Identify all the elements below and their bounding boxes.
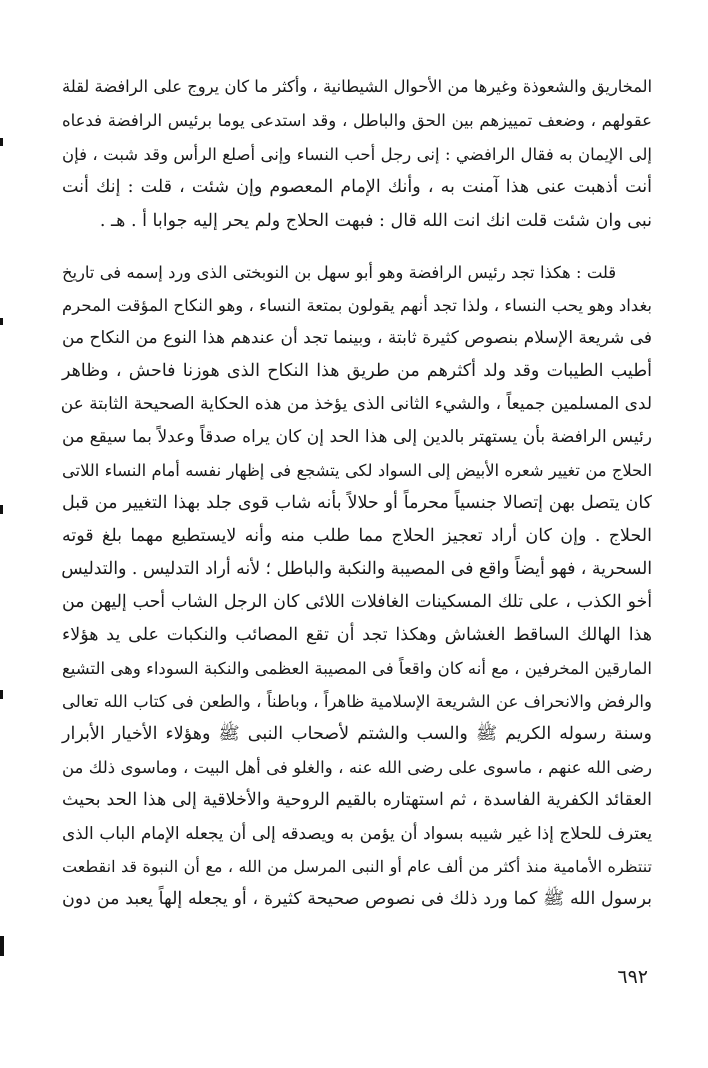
scan-edge-mark [0, 690, 3, 699]
text-line: أخو الكذب ، على تلك المسكينات الغافلات اللائى كان الرجل الشاب أحب إليهن من [62, 592, 652, 612]
text-line: رئيس الرافضة بأن يستهتر بالدين إلى هذا الحد إن كان يراه صدقاً وعدلاً بما سيقع من [62, 427, 652, 447]
scan-edge-mark [0, 138, 3, 146]
text-line: يعترف للحلاج إذا غير شيبه بسواد أن يؤمن به ويصدقه إلى أن يجعله الإمام الباب الذى [62, 823, 652, 843]
text-line: نبى وان شئت قلت انك انت الله قال : فبهت الحلاج ولم يحر إليه جوابا أ . هـ . [99, 211, 652, 232]
text-line: أنت أذهبت عنى هذا آمنت به ، وأنك الإمام المعصوم وإن شئت ، قلت : إنك أنت [62, 177, 652, 198]
page-number: ٦٩٢ [617, 966, 648, 988]
text-line: لدى المسلمين جميعاً ، والشيء الثانى الذى يؤخذ من هذه الحكاية الصحيحة الثابتة عن [60, 394, 652, 414]
text-line: كان يتصل بهن إتصالا جنسياً محرماً أو حلالاً بأنه شاب قوى جلد بهذا التغيير من قبل [62, 493, 652, 513]
text-line: رضى الله عنهم ، ماسوى على رضى الله عنه ، والغلو فى أهل البيت ، وماسوى ذلك من [62, 758, 652, 777]
text-line: فى شريعة الإسلام بنصوص كثيرة ثابتة ، وبينما تجد أن عندهم هذا النوع من النكاح من [62, 328, 652, 348]
scan-edge-mark [0, 936, 4, 956]
text-line: الحلاج من تغيير شعره الأبيض إلى السواد لكى يتشجع فى إظهار نفسه أمام النساء اللاتى [62, 461, 652, 480]
text-line: قلت : هكذا تجد رئيس الرافضة وهو أبو سهل بن النوبختى الذى ورد إسمه فى تاريخ [62, 263, 616, 282]
text-line: المارقين المخرفين ، مع أنه كان واقعاً فى المصيبة العظمى والنكبة السوداء وهى التشيع [62, 659, 652, 678]
text-line: السحرية ، فهو أيضاً واقع فى المصيبة والنكبة والباطل ؛ لأنه أراد التدليس . والتدليس [61, 559, 652, 579]
text-line: عقولهم ، وضعف تمييزهم بين الحق والباطل ، وقد استدعى يوما برئيس الرافضة فدعاه [62, 110, 652, 130]
text-line: أطيب الطيبات وقد ولد أكثرهم من طريق هذا النكاح الذى هوزنا فاحش ، وظاهر [62, 361, 652, 381]
text-line: الحلاج . وإن كان أراد تعجيز الحلاج مما طلب منه وأنه لايستطيع مهما بلغ قوته [62, 526, 652, 546]
text-line: هذا الهالك الساقط الغشاش وهكذا تجد أن تقع المصائب والنكبات على يد هؤلاء [62, 625, 652, 645]
text-line: العقائد الكفرية الفاسدة ، ثم استهتاره بالقيم الروحية والأخلاقية إلى هذا الحد بحيث [62, 790, 652, 810]
text-line: برسول الله ﷺ كما ورد ذلك فى نصوص صحيحة كثيرة ، أو يجعله إلهاً يعبد من دون [62, 889, 652, 909]
text-line: وسنة رسوله الكريم ﷺ والسب والشتم لأصحاب النبى ﷺ وهؤلاء الأخيار الأبرار [62, 724, 652, 744]
text-line: والرفض والانحراف عن الشريعة الإسلامية ظاهراً ، وباطناً ، والطعن فى كتاب الله تعالى [62, 692, 652, 711]
text-line: تنتظره الأمامية منذ أكثر من ألف عام أو النبى المرسل من الله ، مع أن النبوة قد انقطعت [62, 857, 653, 876]
scan-edge-mark [0, 318, 3, 325]
text-line: المخاريق والشعوذة وغيرها من الأحوال الشيطانية ، وأكثر ما كان يروج على الرافضة لقلة [62, 77, 652, 96]
text-line: إلى الإيمان به فقال الرافضي : إنى رجل أحب النساء وإنى أصلع الرأس وقد شبت ، فإن [62, 144, 652, 164]
paragraph-2 [62, 256, 652, 916]
paragraph-1 [62, 70, 652, 239]
scan-edge-mark [0, 505, 3, 514]
text-line: بغداد وهو يحب النساء ، ولذا تجد أنهم يقولون بمتعة النساء ، وهو النكاح المؤقت المحرم [62, 296, 652, 315]
